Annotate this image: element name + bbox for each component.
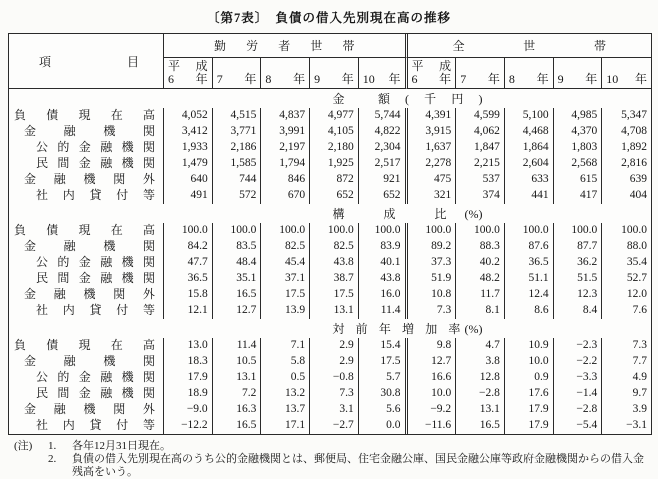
year-header-9-worker bbox=[310, 58, 359, 89]
data-cell: 2,517 bbox=[359, 156, 408, 172]
data-cell: 1,925 bbox=[310, 156, 359, 172]
data-cell: 16.3 bbox=[213, 402, 262, 418]
data-cell: 87.7 bbox=[554, 239, 603, 255]
data-cell: 441 bbox=[505, 188, 554, 204]
data-cell: 9.7 bbox=[632, 387, 647, 399]
data-cell: 17.6 bbox=[505, 386, 554, 402]
data-cell: 30.8 bbox=[359, 386, 408, 402]
data-cell: 2,197 bbox=[261, 140, 310, 156]
data-cell: 10.0 bbox=[408, 386, 457, 402]
section-title-row bbox=[9, 89, 651, 108]
data-cell: 1,803 bbox=[554, 140, 603, 156]
row-label: 負 債 現 在 高 bbox=[9, 338, 164, 354]
data-cell: 16.6 bbox=[408, 370, 457, 386]
note-item bbox=[14, 440, 650, 453]
data-cell: 36.5 bbox=[164, 271, 213, 287]
year-label: 6 年 bbox=[411, 71, 452, 86]
year-label: 10 年 bbox=[362, 71, 401, 86]
data-cell: 321 bbox=[408, 188, 457, 204]
row-label: 公 的 金 融 機 関 bbox=[9, 255, 164, 271]
data-cell: 37.3 bbox=[408, 255, 457, 271]
data-cell: 83.5 bbox=[213, 239, 262, 255]
data-cell: 4,370 bbox=[554, 124, 603, 140]
data-cell: 36.2 bbox=[554, 255, 603, 271]
section-title: 金 額(千円) bbox=[332, 92, 483, 106]
data-cell: 87.6 bbox=[505, 239, 554, 255]
data-cell: 1,585 bbox=[213, 156, 262, 172]
col-group-worker-label: 勤 労 者 世 帯 bbox=[214, 39, 355, 53]
data-cell: 5,744 bbox=[359, 108, 408, 124]
data-cell: 100.0 bbox=[164, 223, 213, 239]
row-label: 金 融 機 関 外 bbox=[9, 402, 164, 418]
data-cell: 88.3 bbox=[456, 239, 505, 255]
year-header-10-all bbox=[602, 58, 651, 89]
data-cell: 51.9 bbox=[408, 271, 457, 287]
data-cell: 1,637 bbox=[408, 140, 457, 156]
data-cell: 17.5 bbox=[261, 287, 310, 303]
data-cell: 40.2 bbox=[456, 255, 505, 271]
table-header bbox=[9, 34, 651, 89]
data-cell: 4,468 bbox=[505, 124, 554, 140]
data-cell: 7.3 bbox=[632, 339, 647, 351]
year-header-7-worker bbox=[213, 58, 262, 89]
data-cell: 3.1 bbox=[310, 402, 359, 418]
row-label: 金 融 機 関 bbox=[9, 239, 164, 255]
data-cell: 16.5 bbox=[213, 287, 262, 303]
year-header-7-all bbox=[456, 58, 505, 89]
row-label: 金 融 機 関 bbox=[9, 124, 164, 140]
data-cell: 38.7 bbox=[310, 271, 359, 287]
data-cell: 1,933 bbox=[164, 140, 213, 156]
data-cell: 16.5 bbox=[456, 418, 505, 434]
data-cell: 5.7 bbox=[359, 370, 408, 386]
data-cell: 4,062 bbox=[456, 124, 505, 140]
year-label: 6 年 bbox=[168, 71, 208, 86]
data-cell: 43.8 bbox=[359, 271, 408, 287]
col-group-worker-households bbox=[164, 34, 408, 58]
data-cell: 10.0 bbox=[505, 354, 554, 370]
data-cell: 12.3 bbox=[554, 287, 603, 303]
data-cell: 7.1 bbox=[261, 338, 310, 354]
data-cell: −12.2 bbox=[164, 418, 213, 434]
data-cell: 491 bbox=[164, 188, 213, 204]
data-cell: −11.6 bbox=[408, 418, 457, 434]
data-cell: 7.3 bbox=[310, 386, 359, 402]
data-cell: 2,816 bbox=[621, 157, 647, 169]
data-cell: 4,985 bbox=[554, 108, 603, 124]
row-label: 金 融 機 関 bbox=[9, 354, 164, 370]
data-cell: 10.9 bbox=[505, 338, 554, 354]
data-cell: 0.9 bbox=[505, 370, 554, 386]
data-cell: −3.3 bbox=[554, 370, 603, 386]
data-cell: 10.5 bbox=[213, 354, 262, 370]
data-cell: 537 bbox=[456, 172, 505, 188]
data-cell: 640 bbox=[164, 172, 213, 188]
data-cell: −2.2 bbox=[554, 354, 603, 370]
data-cell: 100.0 bbox=[213, 223, 262, 239]
data-cell: 9.8 bbox=[408, 338, 457, 354]
section-title-row bbox=[9, 319, 651, 338]
data-cell: 2.9 bbox=[310, 338, 359, 354]
data-cell: 8.1 bbox=[456, 303, 505, 319]
data-cell: 572 bbox=[213, 188, 262, 204]
data-cell: 5,347 bbox=[621, 109, 647, 121]
data-cell: 15.8 bbox=[164, 287, 213, 303]
data-cell: 652 bbox=[310, 188, 359, 204]
data-cell: 100.0 bbox=[505, 223, 554, 239]
data-cell: 13.9 bbox=[261, 303, 310, 319]
data-cell: 82.5 bbox=[261, 239, 310, 255]
data-cell: 37.1 bbox=[261, 271, 310, 287]
data-cell: 35.4 bbox=[626, 256, 647, 268]
data-cell: 18.3 bbox=[164, 354, 213, 370]
data-cell: 3.9 bbox=[632, 403, 647, 415]
note-number: 1. bbox=[48, 440, 57, 452]
data-cell: 16.5 bbox=[213, 418, 262, 434]
data-cell: 48.2 bbox=[456, 271, 505, 287]
note-text: 各年12月31日現在。 bbox=[72, 440, 171, 452]
data-cell: 13.1 bbox=[310, 303, 359, 319]
data-cell: 12.1 bbox=[164, 303, 213, 319]
data-cell: −2.3 bbox=[554, 338, 603, 354]
year-header-8-all bbox=[505, 58, 554, 89]
data-cell: 100.0 bbox=[261, 223, 310, 239]
data-cell: 43.8 bbox=[310, 255, 359, 271]
year-era-label: 平 成 bbox=[411, 59, 452, 73]
data-cell: 4,977 bbox=[310, 108, 359, 124]
col-group-all-households bbox=[408, 34, 652, 58]
row-label: 民 間 金 融 機 関 bbox=[9, 386, 164, 402]
data-cell: 5,100 bbox=[505, 108, 554, 124]
data-cell: 82.5 bbox=[310, 239, 359, 255]
table-section bbox=[9, 204, 651, 319]
data-cell: 40.1 bbox=[359, 255, 408, 271]
data-cell: 4,052 bbox=[164, 108, 213, 124]
data-cell: 84.2 bbox=[164, 239, 213, 255]
data-cell: 5.6 bbox=[359, 402, 408, 418]
data-cell: 3,915 bbox=[408, 124, 457, 140]
data-cell: 3,412 bbox=[164, 124, 213, 140]
data-cell: 3,991 bbox=[261, 124, 310, 140]
corner-header-item bbox=[9, 34, 164, 89]
data-cell: 11.7 bbox=[456, 287, 505, 303]
data-cell: 12.4 bbox=[505, 287, 554, 303]
data-cell: 2,304 bbox=[359, 140, 408, 156]
year-header-10-worker bbox=[359, 58, 408, 89]
data-cell: 52.7 bbox=[626, 272, 647, 284]
data-cell: 417 bbox=[554, 188, 603, 204]
data-cell: 100.0 bbox=[310, 223, 359, 239]
data-cell: 11.4 bbox=[359, 303, 408, 319]
row-label: 社 内 貸 付 等 bbox=[9, 303, 164, 319]
table-section bbox=[9, 319, 651, 434]
data-cell: 7.2 bbox=[213, 386, 262, 402]
data-cell: 4,391 bbox=[408, 108, 457, 124]
data-cell: 16.0 bbox=[359, 287, 408, 303]
data-cell: 45.4 bbox=[261, 255, 310, 271]
data-cell: 1,794 bbox=[261, 156, 310, 172]
data-cell: 12.0 bbox=[626, 288, 647, 300]
data-cell: 4.9 bbox=[632, 371, 647, 383]
notes bbox=[14, 440, 650, 479]
data-cell: −9.2 bbox=[408, 402, 457, 418]
data-cell: 11.4 bbox=[213, 338, 262, 354]
data-cell: 8.4 bbox=[554, 303, 603, 319]
note-marker: (注) bbox=[14, 440, 33, 452]
data-cell: 12.7 bbox=[213, 303, 262, 319]
data-cell: 4,599 bbox=[456, 108, 505, 124]
note-text: 負債の借入先別現在高のうち公的金融機関とは、郵便局、住宅金融公庫、国民金融公庫等政府金融機関からの借入金残高をいう。 bbox=[72, 453, 644, 478]
data-cell: 8.6 bbox=[505, 303, 554, 319]
data-cell: 744 bbox=[213, 172, 262, 188]
year-era-label: 平 成 bbox=[168, 59, 208, 73]
data-cell: −5.4 bbox=[554, 418, 603, 434]
data-cell: 0.5 bbox=[261, 370, 310, 386]
data-cell: −2.8 bbox=[554, 402, 603, 418]
row-label: 負 債 現 在 高 bbox=[9, 108, 164, 124]
data-cell: 1,847 bbox=[456, 140, 505, 156]
data-cell: −2.7 bbox=[310, 418, 359, 434]
data-cell: 100.0 bbox=[359, 223, 408, 239]
data-cell: 5.8 bbox=[261, 354, 310, 370]
debt-table bbox=[8, 33, 652, 435]
data-cell: 4,708 bbox=[621, 125, 647, 137]
data-cell: 18.9 bbox=[164, 386, 213, 402]
data-cell: 17.1 bbox=[261, 418, 310, 434]
data-cell: 51.1 bbox=[505, 271, 554, 287]
data-cell: 2,180 bbox=[310, 140, 359, 156]
table-body bbox=[9, 89, 651, 434]
data-cell: 17.5 bbox=[359, 354, 408, 370]
data-cell: 47.7 bbox=[164, 255, 213, 271]
data-cell: 12.7 bbox=[408, 354, 457, 370]
data-cell: 13.0 bbox=[164, 338, 213, 354]
data-cell: 872 bbox=[310, 172, 359, 188]
data-cell: 615 bbox=[554, 172, 603, 188]
row-label: 負 債 現 在 高 bbox=[9, 223, 164, 239]
year-header-heisei6-all bbox=[408, 58, 457, 89]
data-cell: 35.1 bbox=[213, 271, 262, 287]
corner-header-label: 項 目 bbox=[39, 54, 139, 69]
year-label: 9 年 bbox=[557, 71, 598, 86]
data-cell: 13.7 bbox=[261, 402, 310, 418]
data-cell: 2,186 bbox=[213, 140, 262, 156]
data-cell: 17.9 bbox=[164, 370, 213, 386]
data-cell: 3,771 bbox=[213, 124, 262, 140]
data-cell: 3.8 bbox=[456, 354, 505, 370]
data-cell: 4,105 bbox=[310, 124, 359, 140]
page-title: 〔第7表〕 負債の借入先別現在高の推移 bbox=[206, 11, 451, 25]
year-header-8-worker bbox=[261, 58, 310, 89]
data-cell: 1,479 bbox=[164, 156, 213, 172]
col-group-all-label: 全 世 帯 bbox=[452, 39, 606, 53]
data-cell: 17.9 bbox=[505, 402, 554, 418]
data-cell: 17.5 bbox=[310, 287, 359, 303]
data-cell: 475 bbox=[408, 172, 457, 188]
data-cell: 374 bbox=[456, 188, 505, 204]
data-cell: 17.9 bbox=[505, 418, 554, 434]
row-label: 社 内 貸 付 等 bbox=[9, 418, 164, 434]
data-cell: 404 bbox=[629, 189, 647, 201]
data-cell: 10.8 bbox=[408, 287, 457, 303]
note-item bbox=[14, 453, 650, 479]
data-cell: 89.2 bbox=[408, 239, 457, 255]
data-cell: 670 bbox=[261, 188, 310, 204]
row-label: 公 的 金 融 機 関 bbox=[9, 140, 164, 156]
data-cell: 83.9 bbox=[359, 239, 408, 255]
data-cell: 88.0 bbox=[626, 240, 647, 252]
data-cell: 51.5 bbox=[554, 271, 603, 287]
data-cell: 2,568 bbox=[554, 156, 603, 172]
data-cell: 13.1 bbox=[456, 402, 505, 418]
section-title: 対 前 年 増 加 率(%) bbox=[332, 322, 483, 336]
data-cell: 48.4 bbox=[213, 255, 262, 271]
data-cell: 36.5 bbox=[505, 255, 554, 271]
data-cell: 0.0 bbox=[359, 418, 408, 434]
data-cell: 100.0 bbox=[554, 223, 603, 239]
year-label: 9 年 bbox=[314, 71, 354, 86]
data-cell: −2.8 bbox=[456, 386, 505, 402]
year-label: 8 年 bbox=[265, 71, 306, 86]
row-label: 社 内 貸 付 等 bbox=[9, 188, 164, 204]
data-cell: 1,892 bbox=[621, 141, 647, 153]
note-number: 2. bbox=[48, 453, 57, 465]
data-cell: 2,215 bbox=[456, 156, 505, 172]
year-label: 10 年 bbox=[606, 71, 647, 86]
data-cell: 7.6 bbox=[632, 304, 647, 316]
data-cell: 1,864 bbox=[505, 140, 554, 156]
data-cell: 4,822 bbox=[359, 124, 408, 140]
data-cell: 15.4 bbox=[359, 338, 408, 354]
data-cell: 921 bbox=[359, 172, 408, 188]
data-cell: 652 bbox=[359, 188, 408, 204]
data-cell: 2,278 bbox=[408, 156, 457, 172]
data-cell: −1.4 bbox=[554, 386, 603, 402]
data-cell: 100.0 bbox=[621, 224, 647, 236]
data-cell: 7.7 bbox=[632, 355, 647, 367]
data-cell: 13.2 bbox=[261, 386, 310, 402]
row-label: 金 融 機 関 外 bbox=[9, 172, 164, 188]
section-title-row bbox=[9, 204, 651, 223]
data-cell: −0.8 bbox=[310, 370, 359, 386]
data-cell: −3.1 bbox=[626, 419, 647, 431]
section-title: 構 成 比(%) bbox=[332, 207, 483, 221]
data-cell: 4.7 bbox=[456, 338, 505, 354]
data-cell: −9.0 bbox=[164, 402, 213, 418]
row-label: 金 融 機 関 外 bbox=[9, 287, 164, 303]
year-label: 8 年 bbox=[508, 71, 549, 86]
data-cell: 100.0 bbox=[456, 223, 505, 239]
data-cell: 7.3 bbox=[408, 303, 457, 319]
row-label: 公 的 金 融 機 関 bbox=[9, 370, 164, 386]
data-cell: 12.8 bbox=[456, 370, 505, 386]
data-cell: 2,604 bbox=[505, 156, 554, 172]
data-cell: 4,515 bbox=[213, 108, 262, 124]
year-label: 7 年 bbox=[216, 71, 257, 86]
data-cell: 4,837 bbox=[261, 108, 310, 124]
data-cell: 846 bbox=[261, 172, 310, 188]
data-cell: 639 bbox=[629, 173, 647, 185]
year-label: 7 年 bbox=[460, 71, 500, 86]
year-header-9-all bbox=[554, 58, 603, 89]
year-header-heisei6-worker bbox=[164, 58, 213, 89]
data-cell: 2.9 bbox=[310, 354, 359, 370]
data-cell: 100.0 bbox=[408, 223, 457, 239]
data-cell: 633 bbox=[505, 172, 554, 188]
row-label: 民 間 金 融 機 関 bbox=[9, 271, 164, 287]
table-section bbox=[9, 89, 651, 204]
data-cell: 13.1 bbox=[213, 370, 262, 386]
row-label: 民 間 金 融 機 関 bbox=[9, 156, 164, 172]
